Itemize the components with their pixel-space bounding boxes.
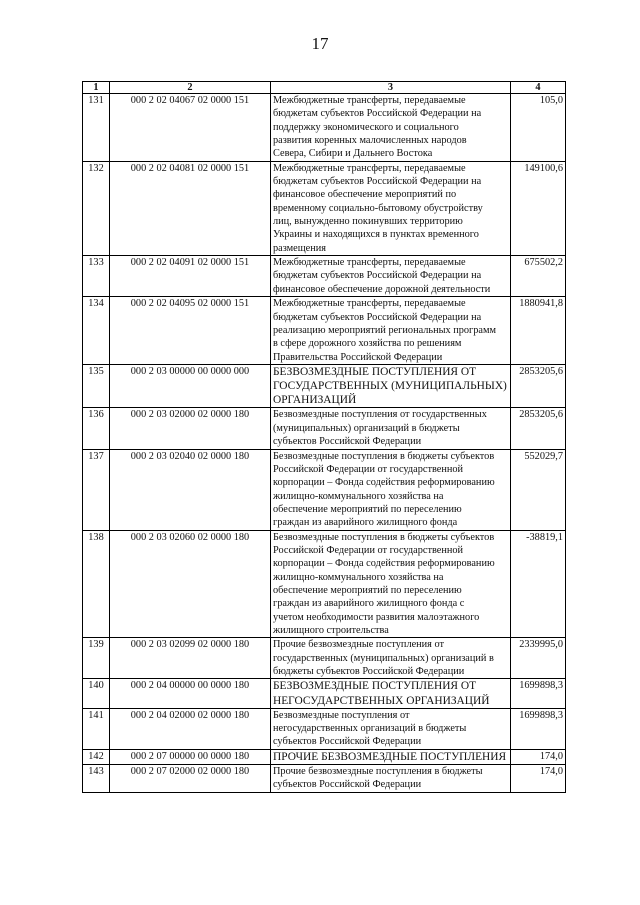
amount: 1880941,8 [511,297,566,365]
income-description [271,638,511,679]
description-line: бюджетам субъектов Российской Федерации на [273,108,482,120]
row-number: 135 [83,364,110,408]
description-line: реализацию мероприятий региональных программ [273,324,497,336]
description-line: ГОСУДАРСТВЕННЫХ (МУНИЦИПАЛЬНЫХ) [273,380,507,393]
row-number: 133 [83,256,110,297]
description-line: Межбюджетные трансферты, передаваемые [273,298,466,310]
description-line: лиц, вынужденно покинувших территорию [273,216,463,228]
budget-code: 000 2 07 00000 00 0000 180 [110,749,271,764]
description-line: Прочие безвозмездные поступления в бюджеты [273,766,483,777]
table-row [83,408,566,449]
row-number: 141 [83,708,110,749]
income-description [271,708,511,749]
amount: -38819,1 [511,530,566,638]
budget-table [82,81,566,793]
budget-code: 000 2 02 04081 02 0000 151 [110,161,271,255]
income-description [271,161,511,255]
amount: 552029,7 [511,449,566,530]
description-line: жилищно-коммунального хозяйства на [273,490,444,502]
amount: 2339995,0 [511,638,566,679]
description-line: граждан из аварийного жилищного фонда с [273,598,465,610]
budget-code: 000 2 03 02040 02 0000 180 [110,449,271,530]
row-number: 143 [83,765,110,793]
header-cell-4: 4 [511,82,566,94]
header-cell-2: 2 [110,82,271,94]
page-number: 17 [311,34,329,53]
description-line: Прочие безвозмездные поступления от [273,639,444,651]
budget-code: 000 2 04 02000 02 0000 180 [110,708,271,749]
description-line: Безвозмездные поступления в бюджеты субъектов [273,531,495,543]
table-row [83,297,566,365]
table-row [83,765,566,793]
table-row [83,749,566,764]
income-description [271,408,511,449]
table-row [83,708,566,749]
description-line: жилищно-коммунального хозяйства на [273,571,444,583]
description-line: БЕЗВОЗМЕЗДНЫЕ ПОСТУПЛЕНИЯ ОТ [273,680,477,693]
budget-code: 000 2 02 04067 02 0000 151 [110,94,271,162]
table-row [83,94,566,162]
amount: 2853205,6 [511,364,566,408]
description-line: Безвозмездные поступления в бюджеты субъектов [273,450,495,462]
income-description [271,749,511,764]
description-line: субъектов Российской Федерации [273,736,422,748]
description-line: государственных (муниципальных) организаций в [273,652,494,664]
description-line: Межбюджетные трансферты, передаваемые [273,257,466,269]
row-number: 142 [83,749,110,764]
description-line: граждан из аварийного жилищного фонда [273,517,458,529]
income-description [271,679,511,708]
amount: 2853205,6 [511,408,566,449]
description-line: НЕГОСУДАРСТВЕННЫХ ОРГАНИЗАЦИЙ [273,694,490,707]
amount: 105,0 [511,94,566,162]
budget-code: 000 2 02 04095 02 0000 151 [110,297,271,365]
budget-code: 000 2 03 02099 02 0000 180 [110,638,271,679]
description-line: корпорации – Фонда содействия реформированию [273,477,495,489]
description-line: бюджеты субъектов Российской Федерации [273,666,465,678]
amount: 1699898,3 [511,708,566,749]
description-line: (муниципальных) организаций в бюджеты [273,422,460,434]
description-line: поддержку экономического и социального [273,121,459,133]
description-line: обеспечение мероприятий по переселению [273,584,462,596]
description-line: жилищного строительства [273,624,389,636]
budget-code: 000 2 03 02000 02 0000 180 [110,408,271,449]
income-description [271,765,511,793]
header-row [83,82,566,94]
amount: 174,0 [511,749,566,764]
amount: 149100,6 [511,161,566,255]
amount: 174,0 [511,765,566,793]
description-line: временному социально-бытовому обустройству [273,202,483,214]
table-row [83,161,566,255]
description-line: ПРОЧИЕ БЕЗВОЗМЕЗДНЫЕ ПОСТУПЛЕНИЯ [273,750,507,763]
row-number: 137 [83,449,110,530]
description-line: субъектов Российской Федерации [273,779,422,791]
description-line: Украины и находящихся в пунктах временного [273,229,479,241]
income-description [271,297,511,365]
table-row [83,679,566,708]
table-row [83,256,566,297]
amount: 675502,2 [511,256,566,297]
description-line: Российской Федерации от государственной [273,544,463,556]
description-line: размещения [273,242,326,254]
description-line: развития коренных малочисленных народов [273,135,467,147]
description-line: финансовое обеспечение дорожной деятельности [273,283,491,295]
row-number: 131 [83,94,110,162]
description-line: Безвозмездные поступления от государственных [273,409,487,421]
description-line: корпорации – Фонда содействия реформированию [273,558,495,570]
budget-code: 000 2 02 04091 02 0000 151 [110,256,271,297]
budget-code: 000 2 03 00000 00 0000 000 [110,364,271,408]
row-number: 140 [83,679,110,708]
income-description [271,94,511,162]
budget-code: 000 2 07 02000 02 0000 180 [110,765,271,793]
description-line: Российской Федерации от государственной [273,463,463,475]
income-description [271,530,511,638]
table-row [83,449,566,530]
header-cell-1: 1 [83,82,110,94]
description-line: Правительства Российской Федерации [273,351,443,363]
description-line: Безвозмездные поступления от [273,709,410,721]
income-description [271,449,511,530]
description-line: ОРГАНИЗАЦИЙ [273,394,357,407]
row-number: 138 [83,530,110,638]
table-row [83,638,566,679]
row-number: 134 [83,297,110,365]
row-number: 139 [83,638,110,679]
income-description [271,364,511,408]
table-row [83,530,566,638]
description-line: БЕЗВОЗМЕЗДНЫЕ ПОСТУПЛЕНИЯ ОТ [273,365,477,378]
table-row [83,364,566,408]
budget-code: 000 2 03 02060 02 0000 180 [110,530,271,638]
description-line: финансовое обеспечение мероприятий по [273,189,457,201]
row-number: 136 [83,408,110,449]
description-line: учетом необходимости развития малоэтажного [273,611,480,623]
description-line: негосударственных организаций в бюджеты [273,723,467,735]
description-line: в сфере дорожного хозяйства по решениям [273,338,462,350]
row-number: 132 [83,161,110,255]
description-line: Межбюджетные трансферты, передаваемые [273,95,466,106]
description-line: Межбюджетные трансферты, передаваемые [273,162,466,174]
income-description [271,256,511,297]
description-line: бюджетам субъектов Российской Федерации на [273,270,482,282]
header-cell-3: 3 [271,82,511,94]
budget-code: 000 2 04 00000 00 0000 180 [110,679,271,708]
description-line: бюджетам субъектов Российской Федерации на [273,176,482,188]
description-line: обеспечение мероприятий по переселению [273,503,462,515]
description-line: субъектов Российской Федерации [273,436,422,448]
description-line: Севера, Сибири и Дальнего Востока [273,148,433,160]
description-line: бюджетам субъектов Российской Федерации на [273,311,482,323]
amount: 1699898,3 [511,679,566,708]
